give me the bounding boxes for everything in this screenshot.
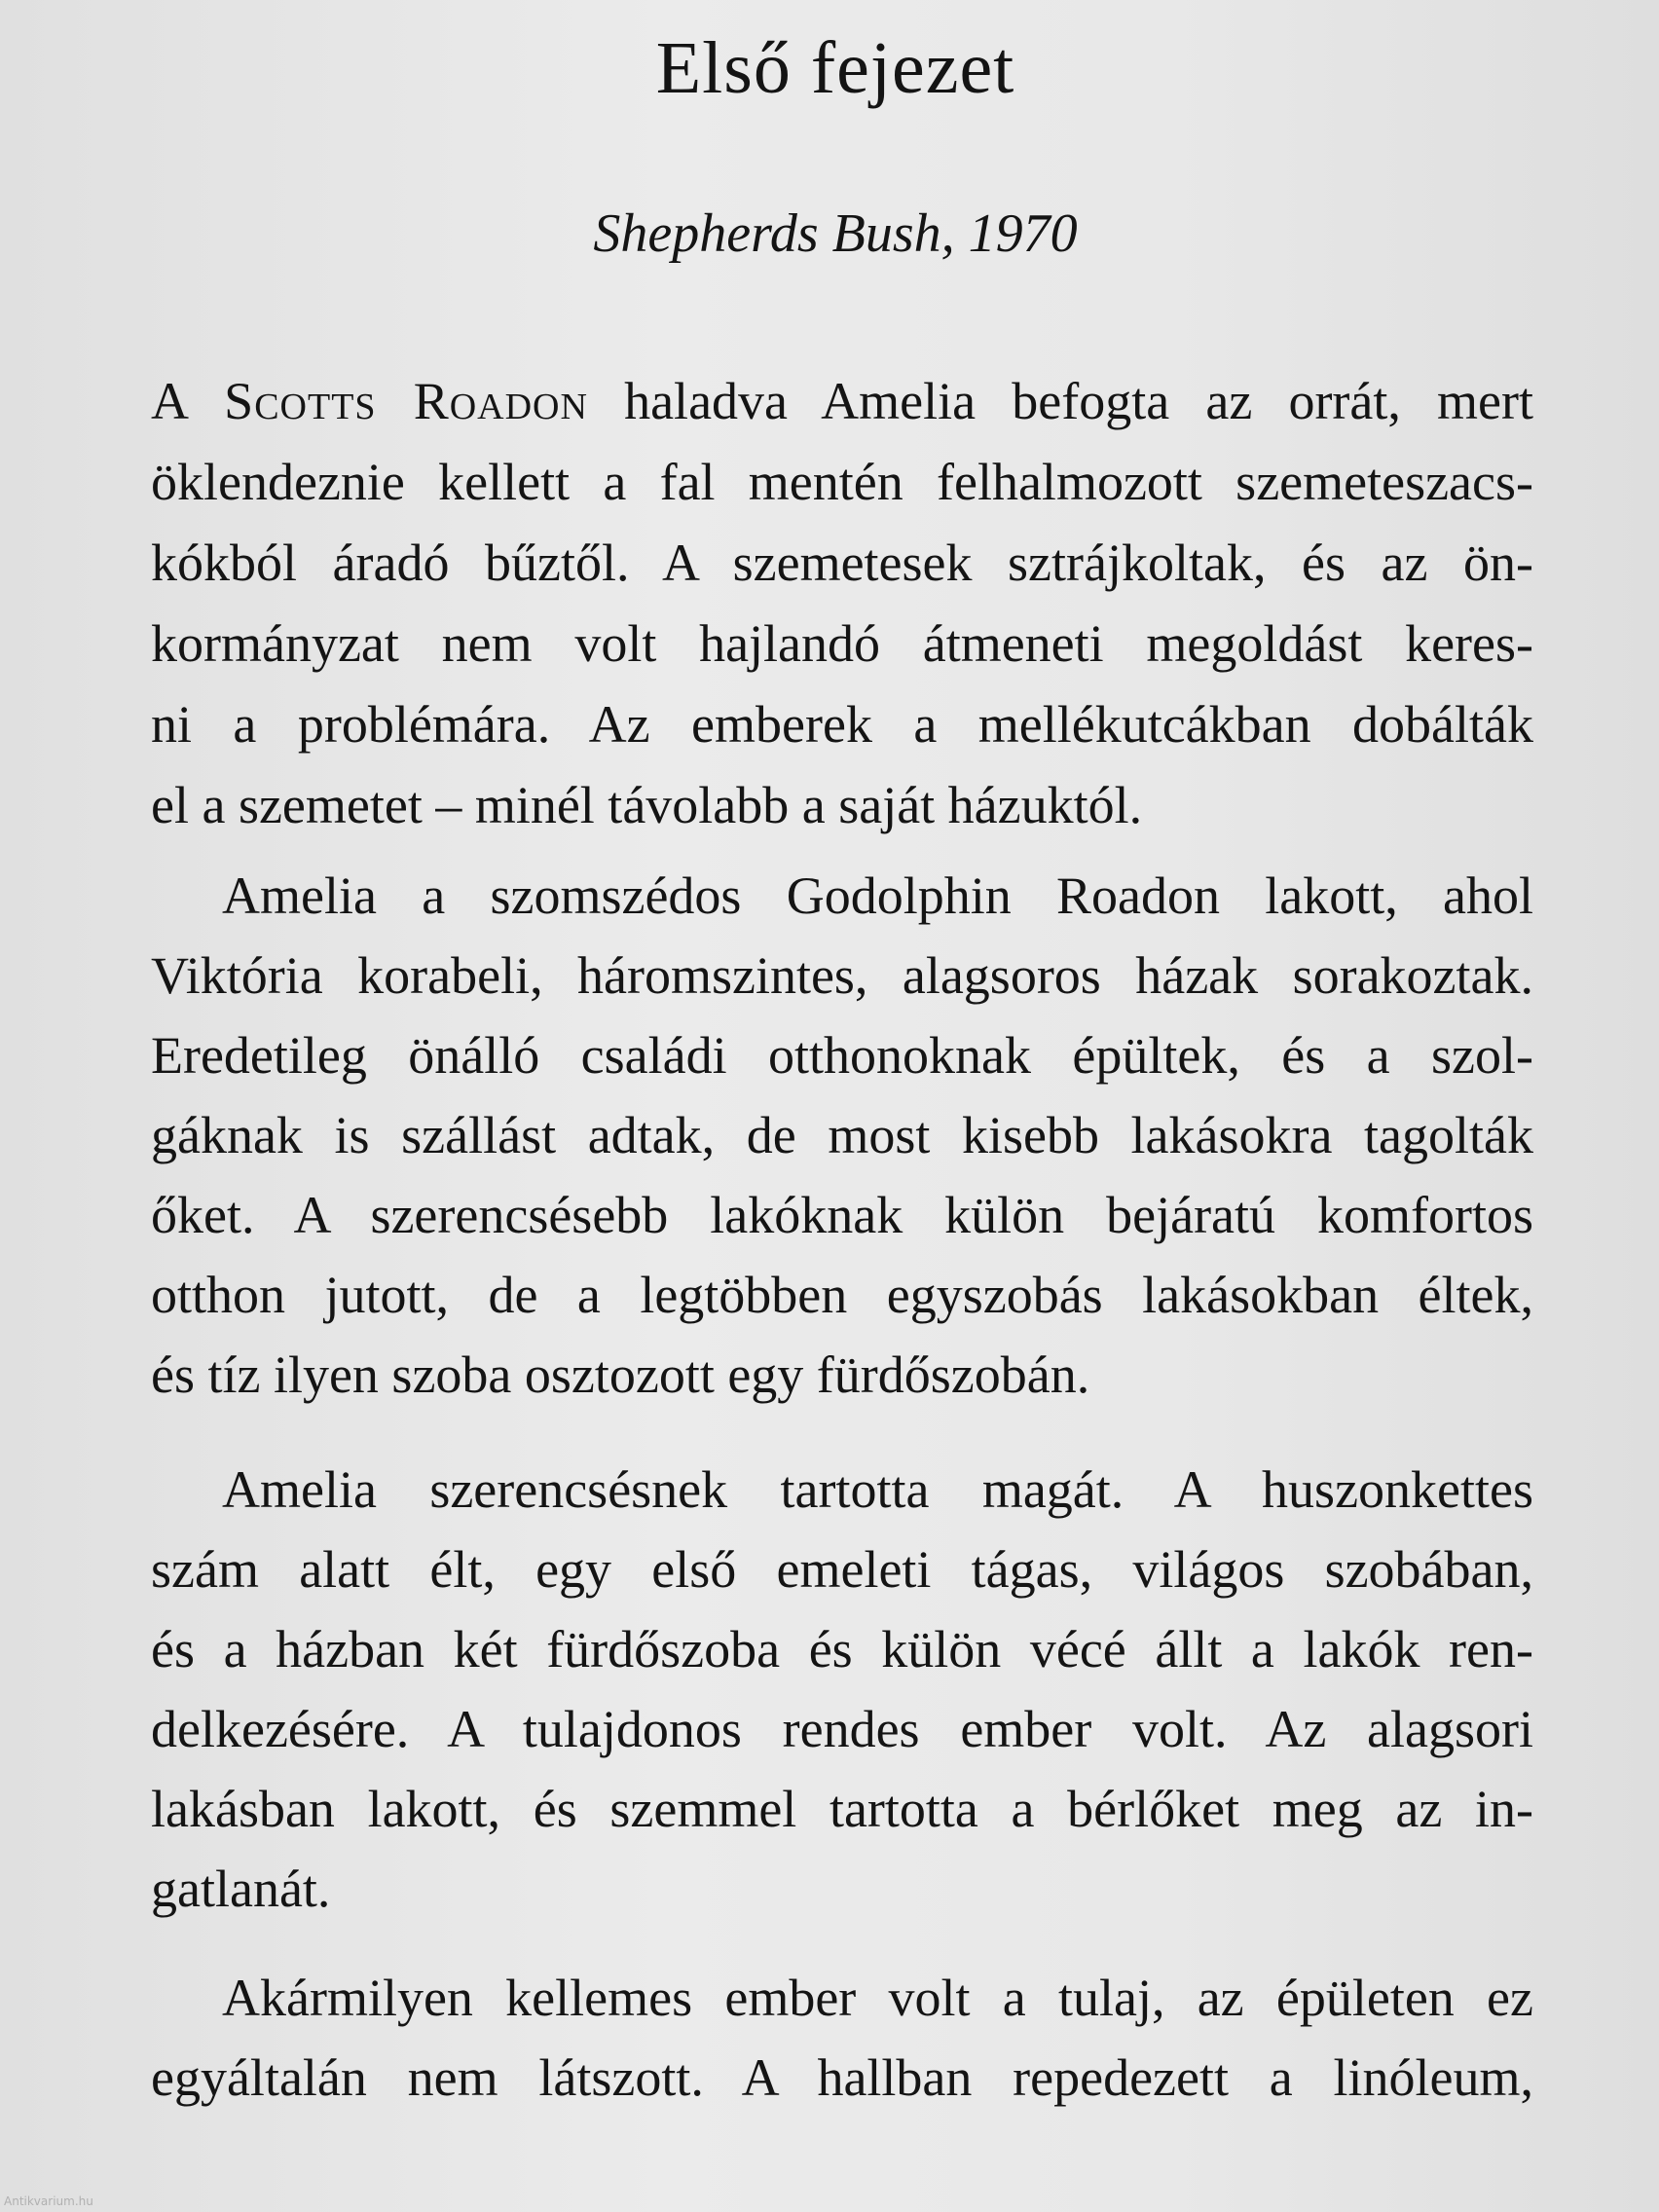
chapter-subtitle: Shepherds Bush, 1970 bbox=[593, 203, 1078, 264]
chapter-title: Első fejezet bbox=[655, 27, 1015, 109]
text-line: Amelia szerencsésnek tartotta magát. A huszonkettes bbox=[222, 1460, 1533, 1519]
text-line: és tíz ilyen szoba osztozott egy fürdőszobán. bbox=[151, 1346, 1090, 1404]
text-line: ni a problémára. Az emberek a mellékutcákban dobálták bbox=[151, 695, 1533, 754]
text-line: kormányzat nem volt hajlandó átmeneti megoldást keres- bbox=[151, 614, 1533, 673]
text-line: egyáltalán nem látszott. A hallban repedezett a linóleum, bbox=[151, 2048, 1533, 2107]
text-line bbox=[151, 362, 1533, 440]
text-line: otthon jutott, de a legtöbben egyszobás lakásokban éltek, bbox=[151, 1266, 1533, 1324]
text-line: delkezésére. A tulajdonos rendes ember volt. Az alagsori bbox=[151, 1700, 1533, 1758]
text-line: Viktória korabeli, háromszintes, alagsoros házak sorakoztak. bbox=[151, 946, 1533, 1005]
text-line: és a házban két fürdőszoba és külön vécé állt a lakók ren- bbox=[151, 1620, 1533, 1678]
text-line: szám alatt élt, egy első emeleti tágas, világos szobában, bbox=[151, 1540, 1533, 1599]
text-line: öklendeznie kellett a fal mentén felhalmozott szemeteszacs- bbox=[151, 453, 1533, 511]
text-line: Akármilyen kellemes ember volt a tulaj, az épületen ez bbox=[222, 1969, 1533, 2027]
text-line: lakásban lakott, és szemmel tartotta a bérlőket meg az in- bbox=[151, 1780, 1533, 1838]
text-line: őket. A szerencsésebb lakóknak külön bejáratú komfortos bbox=[151, 1186, 1533, 1244]
para-lead-smallcaps: A Scotts Roadon bbox=[151, 372, 588, 430]
text-line: gatlanát. bbox=[151, 1860, 331, 1918]
text-line: kókból áradó bűztől. A szemetesek sztrájkoltak, és az ön- bbox=[151, 534, 1533, 592]
watermark: Antikvarium.hu bbox=[4, 2194, 93, 2208]
text-line: gáknak is szállást adtak, de most kisebb lakásokra tagolták bbox=[151, 1106, 1533, 1164]
text-line-content: haladva Amelia befogta az orrát, mert bbox=[587, 372, 1533, 430]
text-line: el a szemetet – minél távolabb a saját házuktól. bbox=[151, 776, 1143, 834]
text-line: Amelia a szomszédos Godolphin Roadon lakott, ahol bbox=[222, 866, 1533, 925]
text-line: Eredetileg önálló családi otthonoknak épültek, és a szol- bbox=[151, 1026, 1533, 1085]
